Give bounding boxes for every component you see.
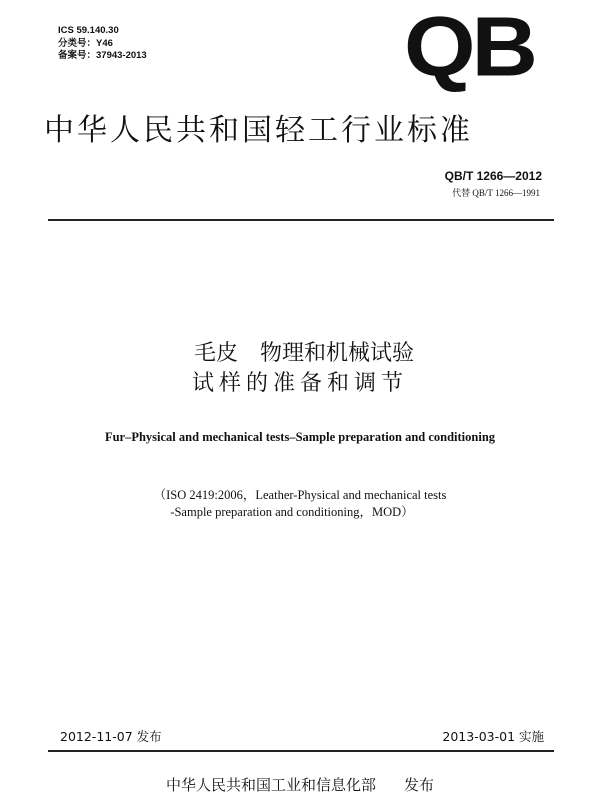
issuer-name: 中华人民共和国工业和信息化部 xyxy=(165,776,376,794)
ics-code: ICS 59.140.30 xyxy=(58,25,119,36)
issue-date: 2012-11-07 发布 xyxy=(60,729,162,744)
qb-logo: QB xyxy=(404,0,534,95)
chinese-title-line-2: 试样的准备和调节 xyxy=(191,371,408,396)
iso-reference-line-1: （ISO 2419:2006，Leather-Physical and mechanical tests xyxy=(153,488,447,502)
english-title: Fur–Physical and mechanical tests–Sample preparation and conditioning xyxy=(104,430,496,444)
issuing-authority xyxy=(0,774,600,795)
classification-number: 分类号：Y46 xyxy=(58,37,113,49)
header-divider xyxy=(48,219,554,221)
standard-number: QB/T 1266—2012 xyxy=(444,169,542,183)
implementation-date: 2013-03-01 实施 xyxy=(442,729,544,744)
industry-standard-title: 中华人民共和国轻工行业标准 xyxy=(44,113,473,148)
issuer-action: 发布 xyxy=(404,776,435,794)
footer-divider xyxy=(48,750,554,752)
filing-number: 备案号：37943-2013 xyxy=(58,50,147,61)
chinese-title-line-1: 毛皮 物理和机械试验 xyxy=(193,341,414,366)
iso-reference-line-2: -Sample preparation and conditioning，MOD） xyxy=(170,505,414,519)
replaced-standard: 代替 QB/T 1266—1991 xyxy=(452,188,540,198)
document-metadata xyxy=(58,25,147,63)
